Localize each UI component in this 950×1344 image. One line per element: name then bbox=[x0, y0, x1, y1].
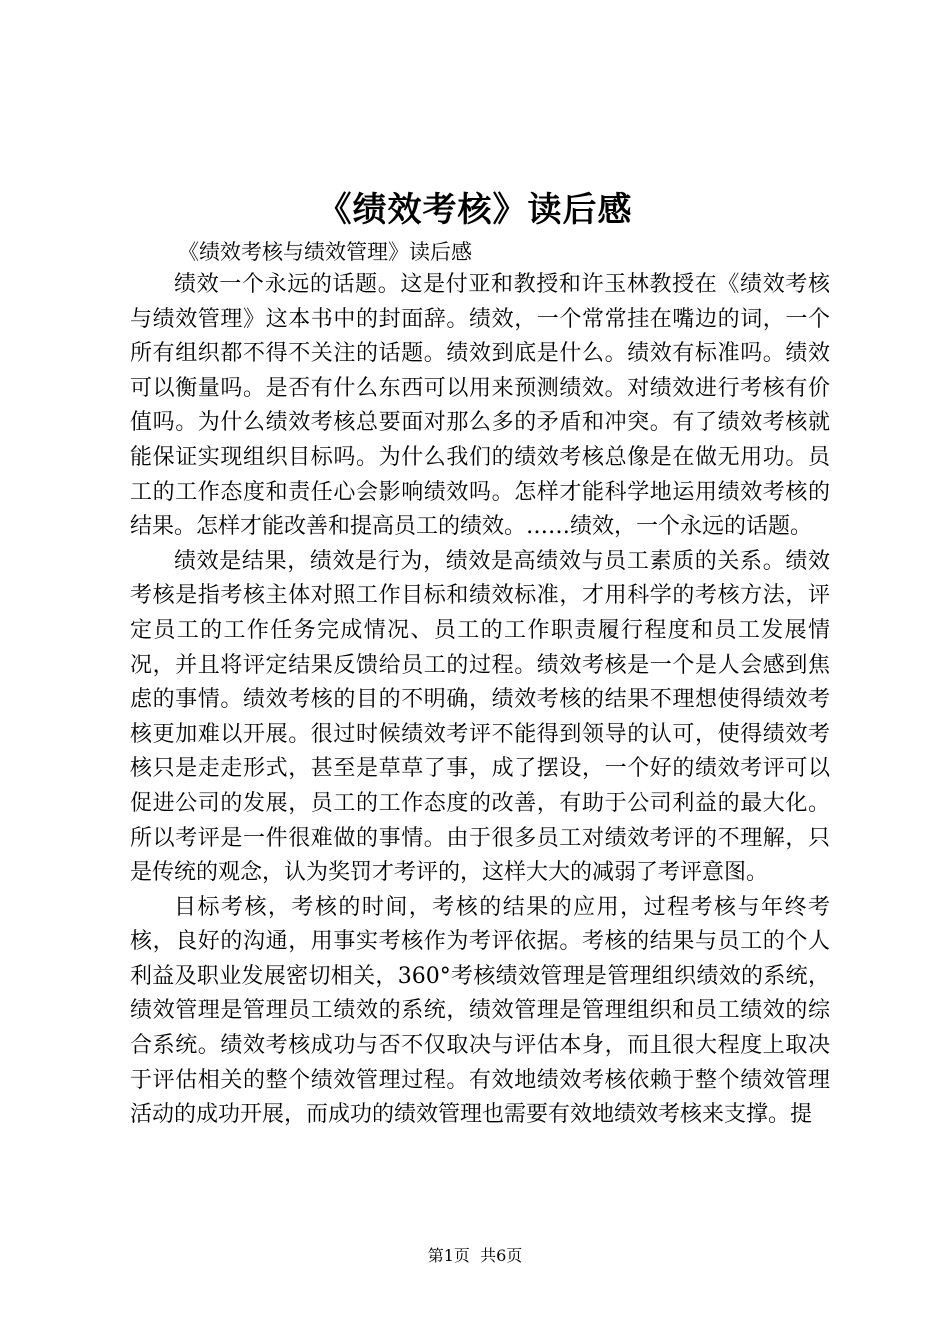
document-title: 《绩效考核》读后感 bbox=[317, 190, 633, 230]
page-total: 共6页 bbox=[480, 1246, 523, 1265]
body-paragraph: 绩效是结果，绩效是行为，绩效是高绩效与员工素质的关系。绩效考核是指考核主体对照工作目标和绩效标准，才用科学的考核方法，评定员工的工作任务完成情况、员工的工作职责履行程度和员工发展情况，并且将评定结果反馈给员工的过程。绩效考核是一个是人会感到焦虑的事情。绩效考核的目的不明确，绩效考核的结果不理想使得绩效考核更加难以开展。很过时候绩效考评不能得到领导的认可，使得绩效考核只是走走形式，甚至是草草了事，成了摆设，一个好的绩效考评可以促进公司的发展，员工的工作态度的改善，有助于公司利益的最大化。所以考评是一件很难做的事情。由于很多员工对绩效考评的不理解，只是传统的观念，认为奖罚才考评的，这样大大的减弱了考评意图。 bbox=[130, 548, 830, 886]
document-subtitle: 《绩效考核与绩效管理》读后感 bbox=[178, 240, 472, 264]
page-number: 第1页 bbox=[427, 1246, 470, 1265]
body-paragraph: 目标考核，考核的时间，考核的结果的应用，过程考核与年终考核，良好的沟通，用事实考核作为考评依据。考核的结果与员工的个人利益及职业发展密切相关，360°考核绩效管理是管理组织绩效的系统，绩效管理是管理员工绩效的系统，绩效管理是管理组织和员工绩效的综合系统。绩效考核成功与否不仅取决与评估本身，而且很大程度上取决于评估相关的整个绩效管理过程。有效地绩效考核依赖于整个绩效管理活动的成功开展，而成功的绩效管理也需要有效地绩效考核来支撑。提 bbox=[130, 894, 830, 1128]
page-footer bbox=[0, 1245, 950, 1267]
body-paragraph: 绩效一个永远的话题。这是付亚和教授和许玉林教授在《绩效考核与绩效管理》这本书中的封面辞。绩效，一个常常挂在嘴边的词，一个所有组织都不得不关注的话题。绩效到底是什么。绩效有标准吗。绩效可以衡量吗。是否有什么东西可以用来预测绩效。对绩效进行考核有价值吗。为什么绩效考核总要面对那么多的矛盾和冲突。有了绩效考核就能保证实现组织目标吗。为什么我们的绩效考核总像是在做无用功。员工的工作态度和责任心会影响绩效吗。怎样才能科学地运用绩效考核的结果。怎样才能改善和提高员工的绩效。……绩效，一个永远的话题。 bbox=[130, 272, 830, 540]
document-body bbox=[130, 268, 830, 1133]
